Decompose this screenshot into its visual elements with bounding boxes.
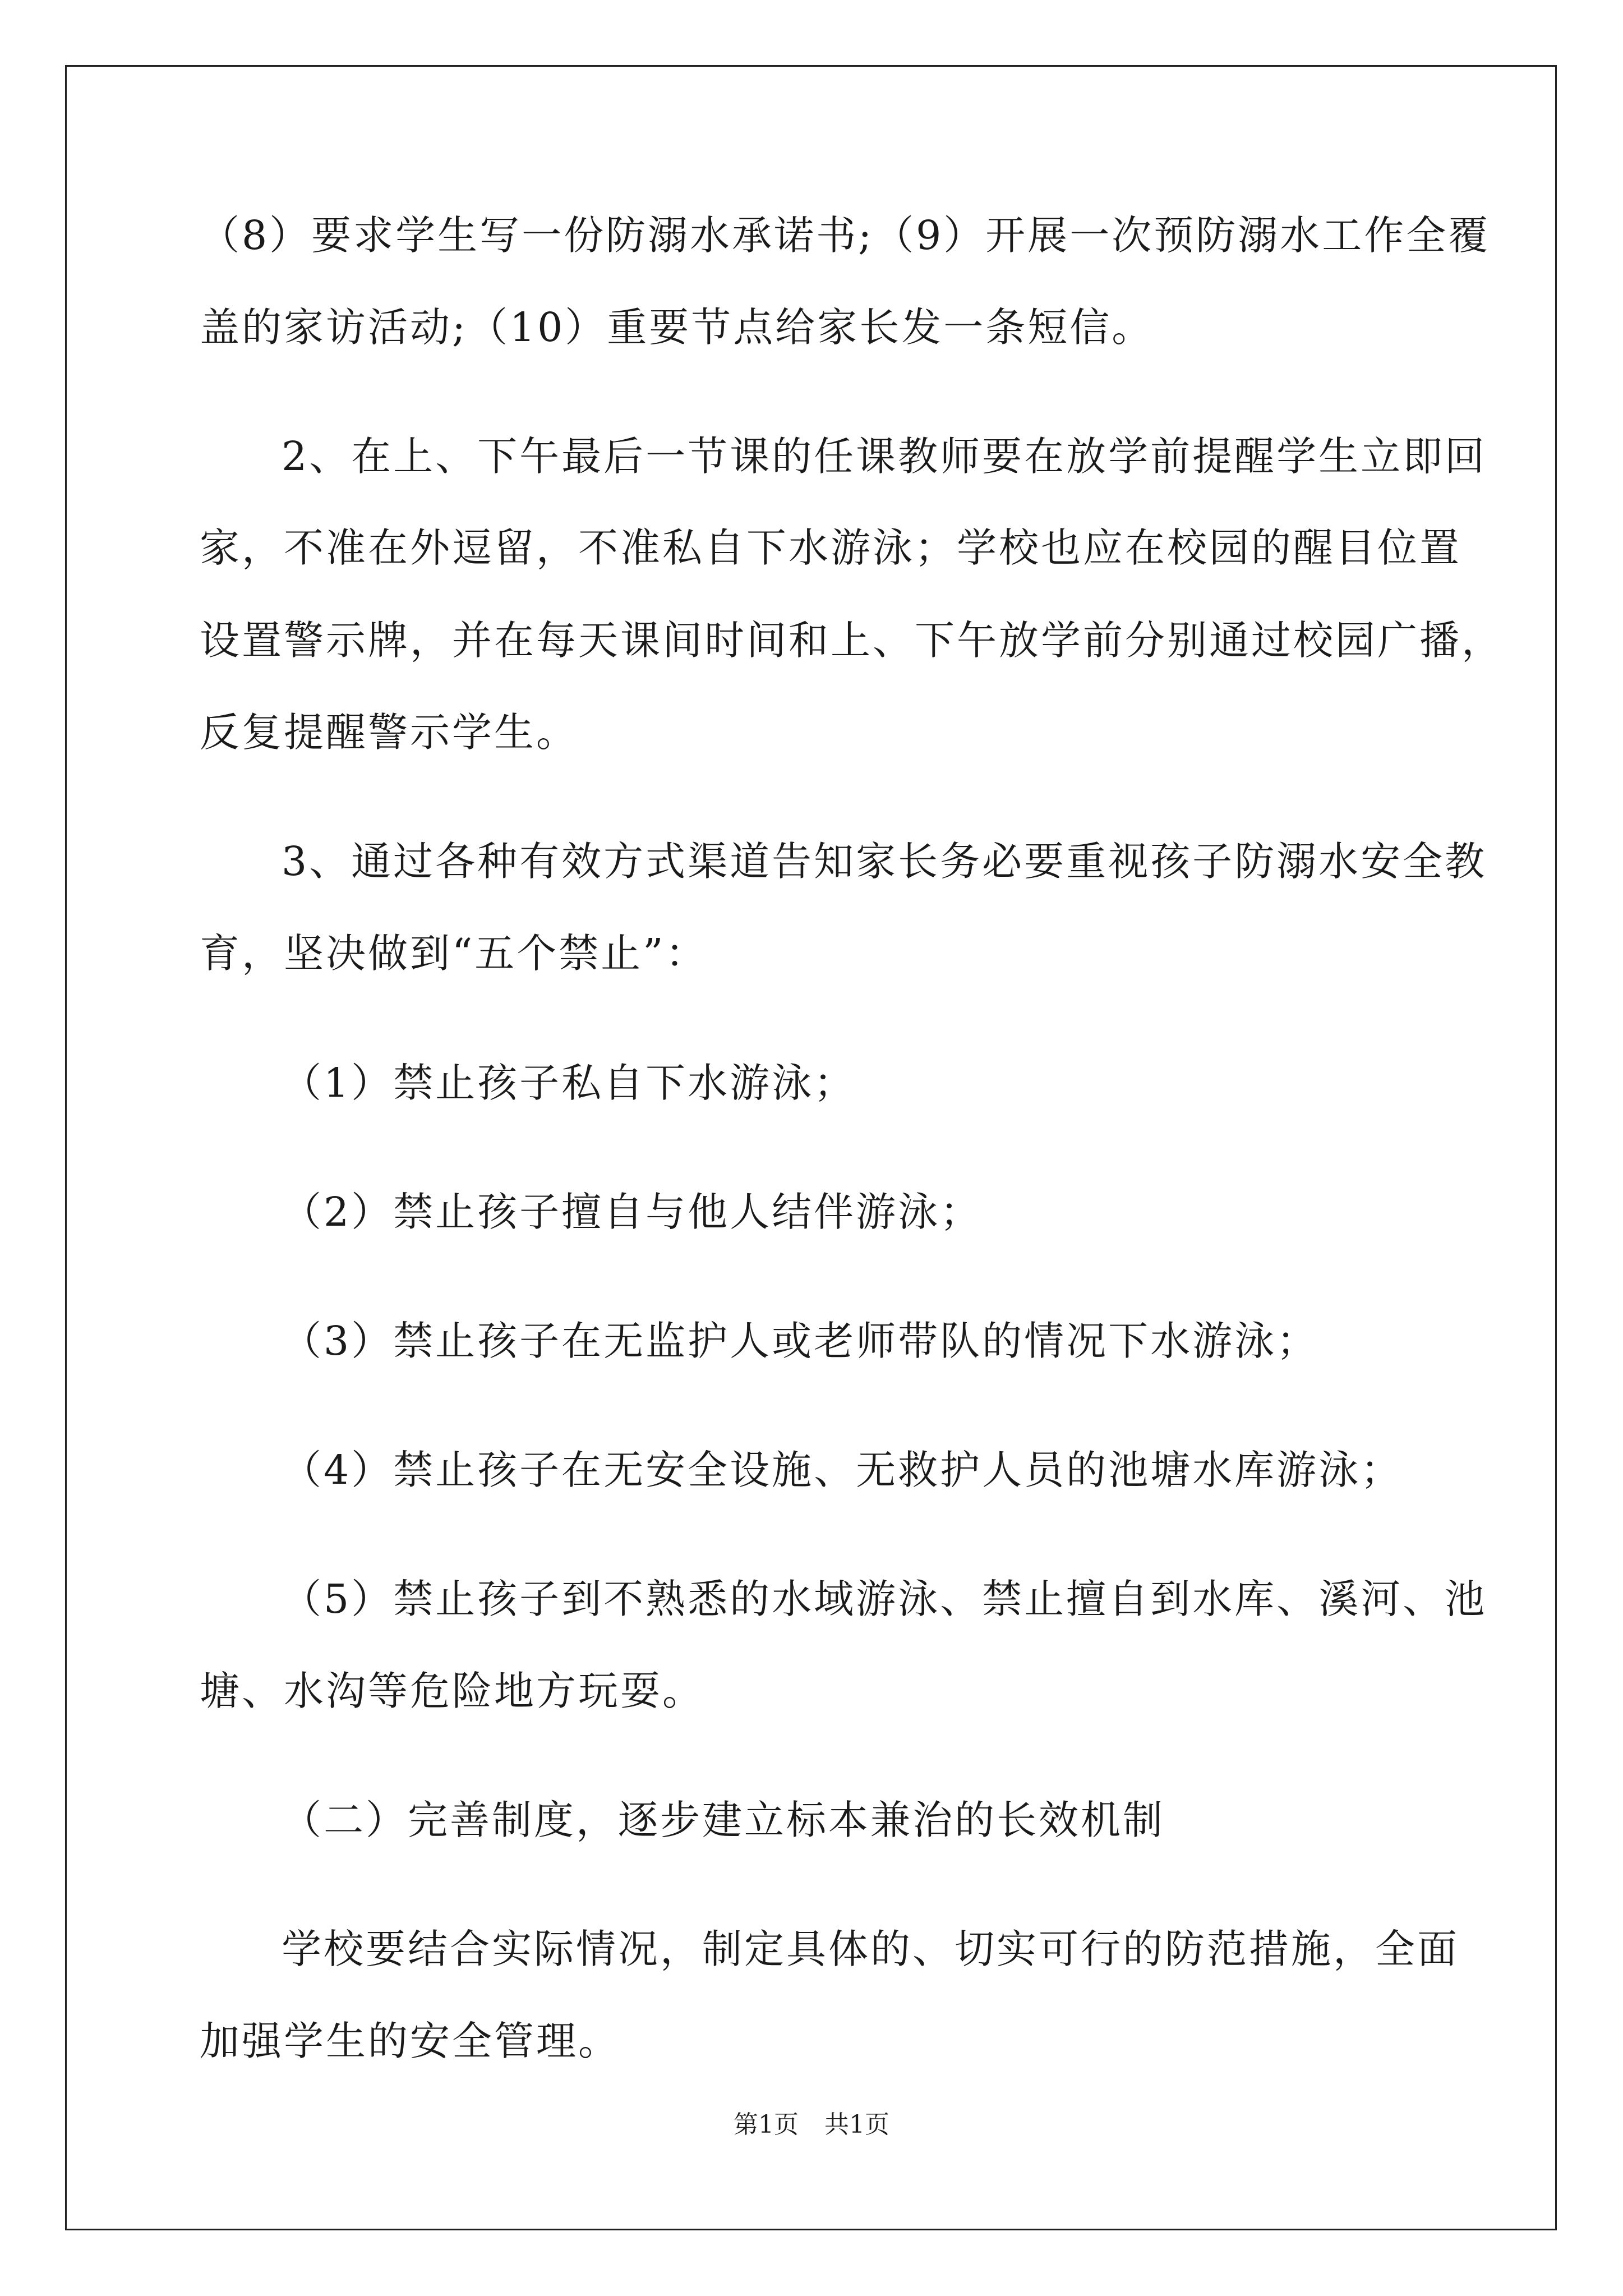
page-number-total: 共1页 <box>824 2110 889 2139</box>
section-heading: （二）完善制度，逐步建立标本兼治的长效机制 <box>282 1797 1165 1843</box>
text-line: 家，不准在外逗留，不准私自下水游泳；学校也应在校园的醒目位置 <box>200 524 1462 571</box>
text-line: （1）禁止孩子私自下水游泳； <box>282 1060 856 1106</box>
text-line: 加强学生的安全管理。 <box>200 2018 621 2064</box>
text-line: （5）禁止孩子到不熟悉的水域游泳、禁止擅自到水库、溪河、池 <box>282 1576 1487 1622</box>
text-line: 2、在上、下午最后一节课的任课教师要在放学前提醒学生立即回 <box>282 433 1487 480</box>
text-line: 3、通过各种有效方式渠道告知家长务必要重视孩子防溺水安全教 <box>282 838 1487 885</box>
text-line: 育，坚决做到“五个禁止”： <box>200 930 708 977</box>
text-line: （4）禁止孩子在无安全设施、无救护人员的池塘水库游泳； <box>282 1447 1403 1493</box>
text-line: （8）要求学生写一份防溺水承诺书;（9）开展一次预防溺水工作全覆 <box>200 212 1491 259</box>
text-line: （2）禁止孩子擅自与他人结伴游泳； <box>282 1189 983 1235</box>
text-line: 学校要结合实际情况，制定具体的、切实可行的防范措施，全面 <box>282 1926 1460 1972</box>
page-border <box>65 65 1557 2230</box>
text-line: （3）禁止孩子在无监护人或老师带队的情况下水游泳； <box>282 1318 1319 1364</box>
page-number-current: 第1页 <box>734 2110 799 2139</box>
text-line: 盖的家访活动;（10）重要节点给家长发一条短信。 <box>200 304 1154 351</box>
text-line: 设置警示牌，并在每天课间时间和上、下午放学前分别通过校园广播， <box>200 617 1504 664</box>
text-line: 塘、水沟等危险地方玩耍。 <box>200 1668 705 1714</box>
text-line: 反复提醒警示学生。 <box>200 709 579 756</box>
page-footer <box>0 2108 1623 2142</box>
